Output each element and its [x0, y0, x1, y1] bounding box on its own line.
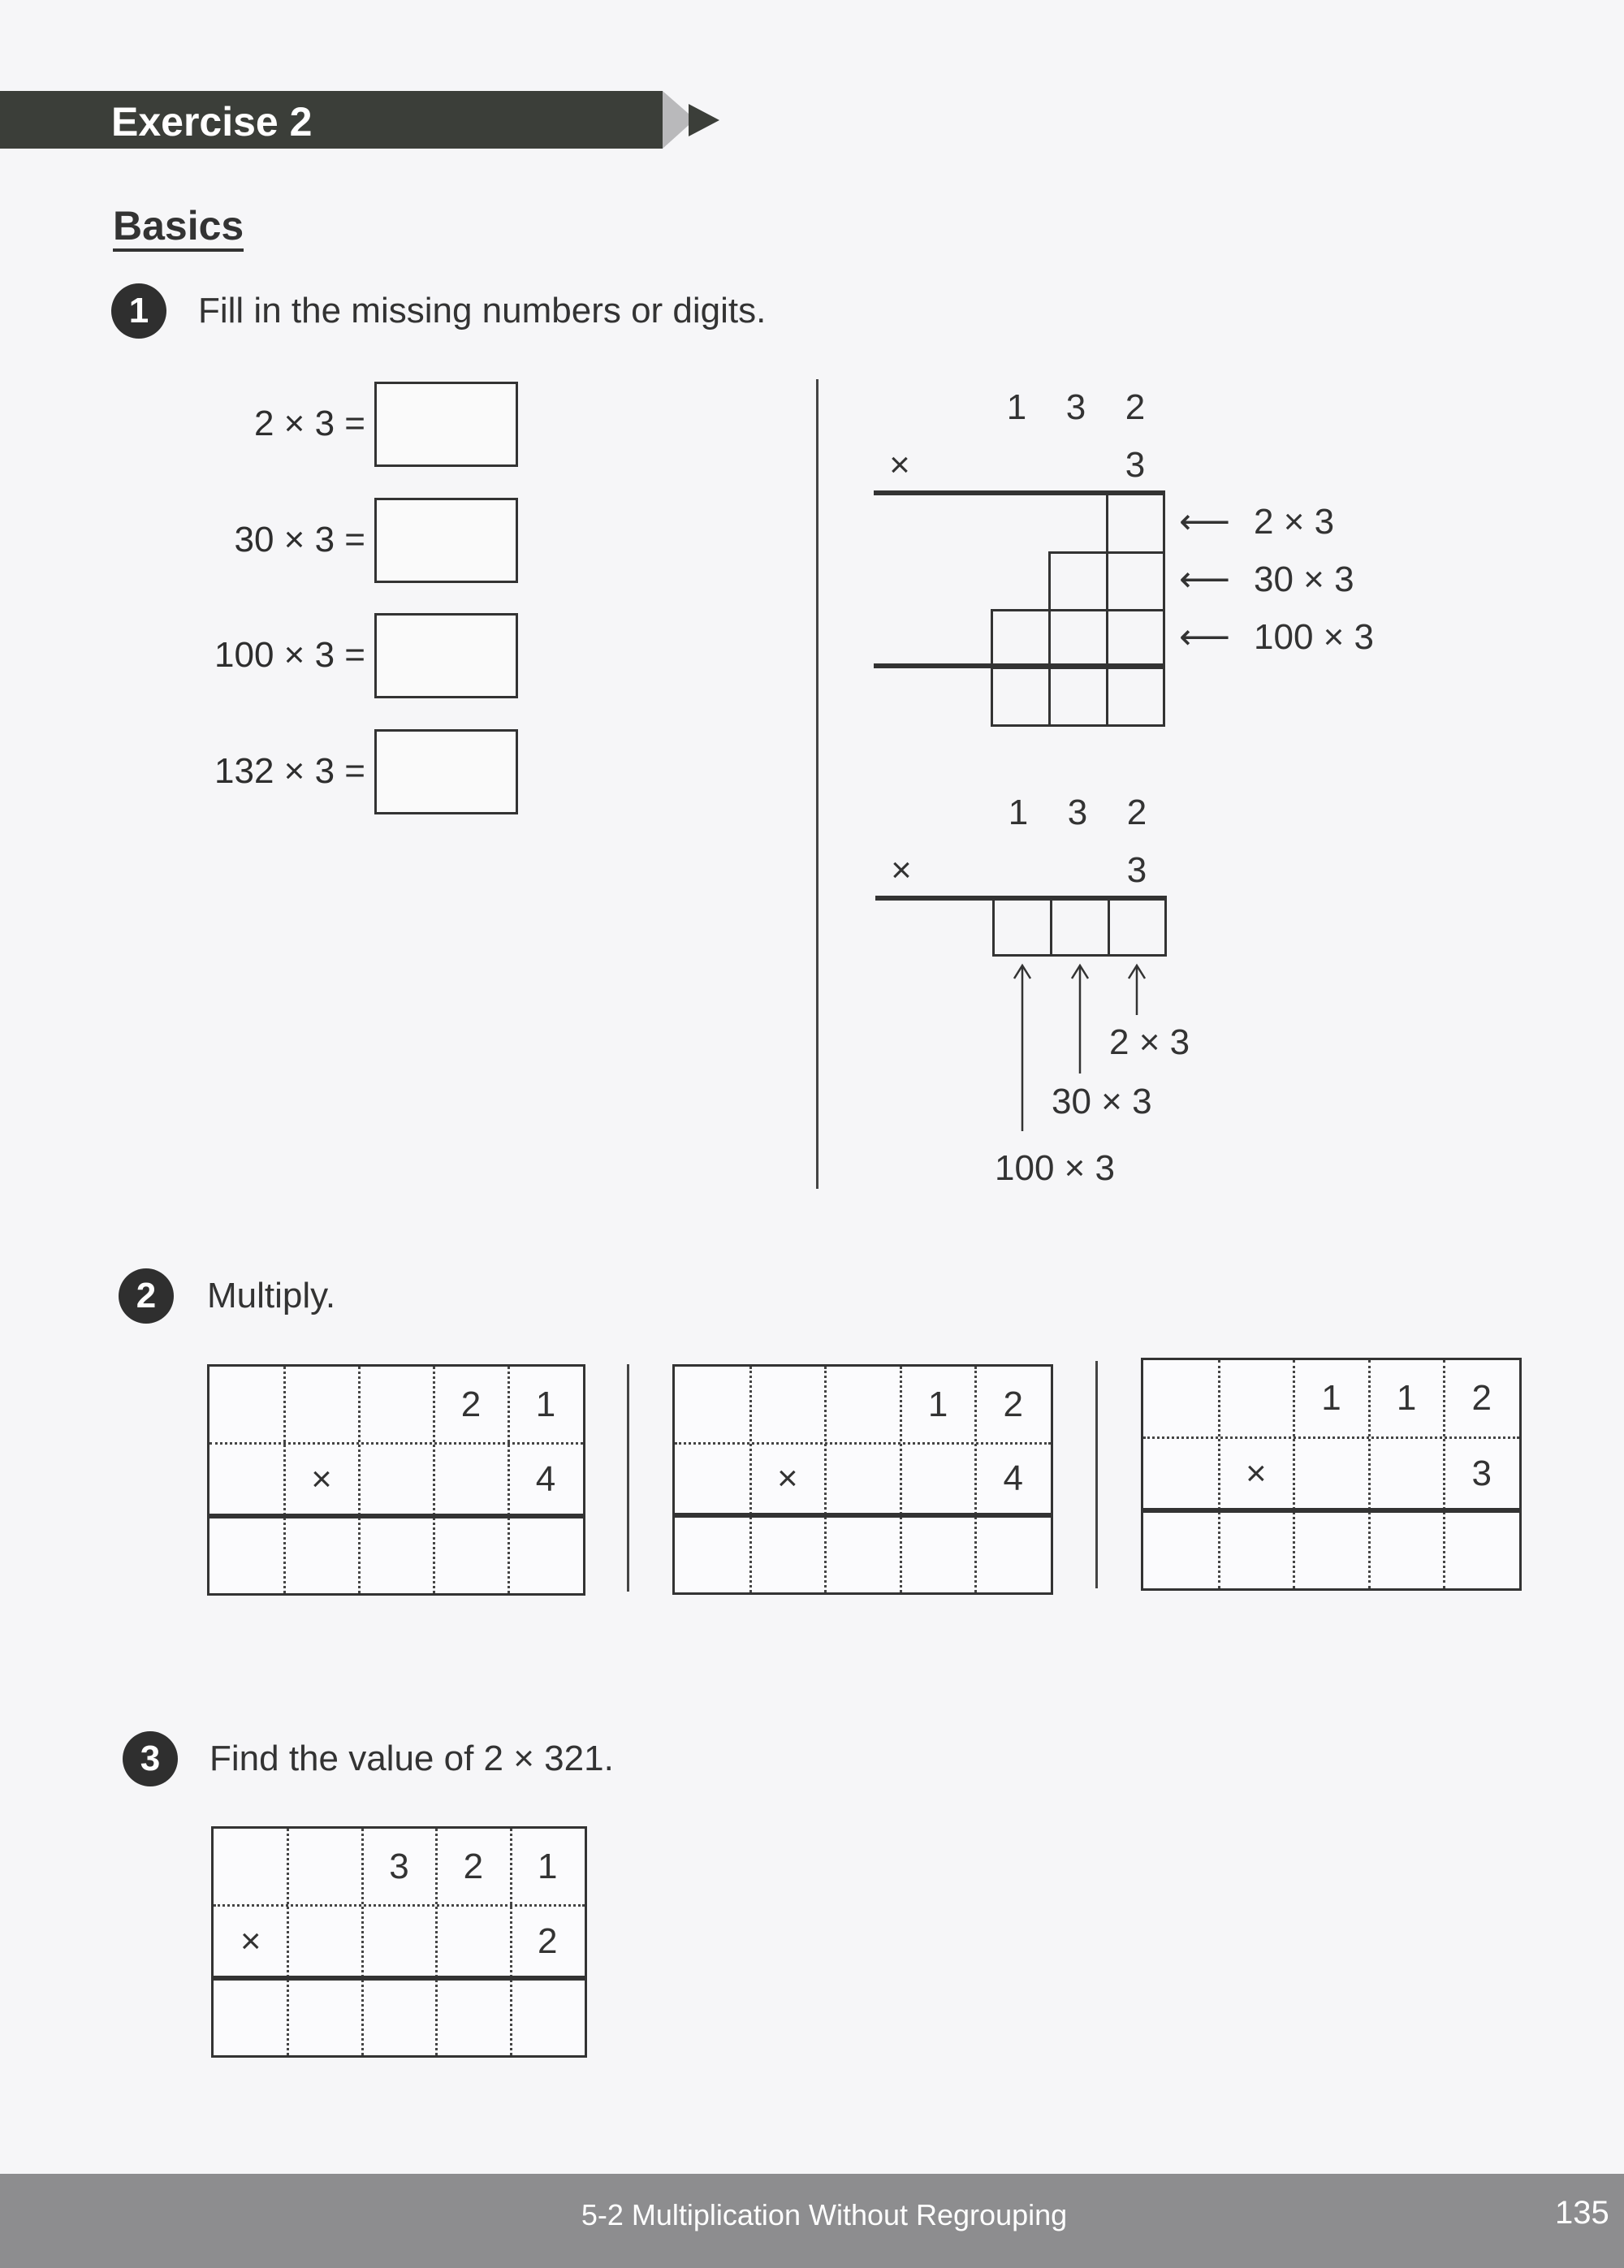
answer-cell[interactable] [284, 1518, 359, 1588]
partial-product-label: 2 × 3 [1254, 502, 1335, 542]
exercise-banner [0, 91, 663, 149]
grid-cell[interactable] [1369, 1436, 1445, 1510]
grid-cell[interactable] [1294, 1436, 1369, 1510]
answer-cell[interactable] [1048, 667, 1108, 727]
answer-cell[interactable] [1106, 493, 1165, 554]
partial-product-label: 100 × 3 [1254, 617, 1375, 657]
grid-cell[interactable] [436, 1904, 510, 1978]
partial-product-label: 30 × 3 [1254, 559, 1354, 599]
question-1-prompt: Fill in the missing numbers or digits. [198, 291, 767, 330]
partial-product-label: 30 × 3 [1052, 1082, 1152, 1121]
grid-cell[interactable] [284, 1367, 359, 1442]
section-heading: Basics [113, 203, 244, 252]
answer-cell[interactable] [750, 1518, 826, 1588]
grid-cell[interactable] [287, 1904, 361, 1978]
exercise-title: Exercise 2 [111, 99, 313, 145]
question-3-prompt: Find the value of 2 × 321. [209, 1739, 614, 1778]
answer-box[interactable] [374, 729, 518, 814]
answer-cell[interactable] [1050, 898, 1110, 957]
answer-box[interactable] [374, 498, 518, 583]
grid-cell[interactable] [825, 1367, 901, 1442]
grid-cell[interactable] [1143, 1436, 1219, 1510]
digit: 2 [1126, 793, 1147, 832]
digit: 1 [1008, 793, 1029, 832]
grid-digit: 1 [535, 1384, 556, 1424]
answer-cell[interactable] [508, 1518, 583, 1588]
pencil-point-icon [689, 104, 719, 136]
grid-cell[interactable] [675, 1442, 750, 1515]
grid-cell[interactable] [209, 1367, 284, 1442]
answer-cell[interactable] [1369, 1513, 1445, 1583]
grid-digit: 3 [389, 1846, 409, 1886]
grid-digit: 2 [1003, 1384, 1023, 1424]
rule-line [874, 663, 1165, 668]
answer-cell[interactable] [511, 1981, 585, 2050]
page-number: 135 [1555, 2195, 1609, 2231]
grid-digit: 1 [927, 1384, 948, 1424]
answer-cell[interactable] [901, 1518, 976, 1588]
answer-cell[interactable] [991, 609, 1051, 669]
grid-digit: 2 [463, 1846, 484, 1886]
grid-digit: 1 [538, 1846, 558, 1886]
answer-cell[interactable] [991, 667, 1051, 727]
answer-cell[interactable] [1143, 1513, 1219, 1583]
equation-label: 100 × 3 = [214, 635, 365, 675]
multiplication-grid [1141, 1358, 1522, 1591]
grid-cell[interactable] [359, 1367, 434, 1442]
grid-cell[interactable] [901, 1442, 976, 1515]
answer-box[interactable] [374, 613, 518, 698]
answer-cell[interactable] [362, 1981, 436, 2050]
digit: 3 [1067, 793, 1088, 832]
question-2-prompt: Multiply. [207, 1276, 336, 1315]
times-sign: × [240, 1920, 261, 1961]
multiplication-grid [211, 1826, 587, 2058]
answer-cell[interactable] [209, 1518, 284, 1588]
grid-cell[interactable] [825, 1442, 901, 1515]
grid-digit: 3 [1471, 1453, 1492, 1493]
grid-cell[interactable] [362, 1904, 436, 1978]
grid-cell[interactable] [209, 1442, 284, 1516]
question-number-1: 1 [111, 283, 166, 339]
grid-cell[interactable] [359, 1442, 434, 1516]
multiplier-digit: 3 [1126, 850, 1147, 890]
grid-cell[interactable] [287, 1829, 361, 1904]
grid-cell[interactable] [750, 1367, 826, 1442]
grid-digit: 1 [1321, 1378, 1341, 1419]
answer-cell[interactable] [1108, 898, 1167, 957]
grid-digit: 4 [1003, 1458, 1023, 1499]
times-sign: × [889, 445, 910, 485]
answer-cell[interactable] [1106, 609, 1165, 669]
times-sign: × [891, 850, 912, 890]
answer-cell[interactable] [1444, 1513, 1519, 1583]
answer-cell[interactable] [1106, 551, 1165, 611]
question-number-3: 3 [123, 1731, 178, 1786]
answer-cell[interactable] [675, 1518, 750, 1588]
divider-line [816, 379, 818, 1189]
answer-cell[interactable] [436, 1981, 510, 2050]
equation-label: 30 × 3 = [234, 520, 365, 559]
multiplier-digit: 3 [1125, 445, 1146, 485]
grid-cell[interactable] [434, 1442, 508, 1516]
answer-cell[interactable] [287, 1981, 361, 2050]
divider-line [627, 1364, 629, 1592]
chapter-title: 5-2 Multiplication Without Regrouping [581, 2198, 1068, 2231]
grid-digit: 2 [460, 1384, 482, 1424]
answer-cell[interactable] [1219, 1513, 1294, 1583]
grid-digit: 4 [535, 1458, 556, 1499]
grid-cell[interactable] [1219, 1360, 1294, 1436]
multiplication-grid [672, 1364, 1053, 1595]
answer-cell[interactable] [214, 1981, 287, 2050]
left-arrow-icon: ⟵ [1179, 502, 1231, 542]
answer-cell[interactable] [359, 1518, 434, 1588]
question-number-2: 2 [119, 1268, 174, 1324]
times-sign: × [1246, 1453, 1267, 1493]
answer-cell[interactable] [1106, 667, 1165, 727]
grid-cell[interactable] [214, 1829, 287, 1904]
answer-cell[interactable] [825, 1518, 901, 1588]
answer-box[interactable] [374, 382, 518, 467]
digit: 1 [1006, 387, 1027, 427]
times-sign: × [311, 1458, 332, 1499]
times-sign: × [777, 1458, 798, 1499]
answer-cell[interactable] [434, 1518, 508, 1588]
grid-digit: 1 [1396, 1378, 1417, 1419]
multiplication-grid [207, 1364, 585, 1596]
partial-product-label: 2 × 3 [1109, 1022, 1190, 1062]
partial-product-label: 100 × 3 [995, 1148, 1116, 1188]
left-arrow-icon: ⟵ [1179, 559, 1231, 599]
grid-cell[interactable] [675, 1367, 750, 1442]
grid-digit: 2 [1471, 1378, 1492, 1419]
divider-line [1095, 1361, 1098, 1588]
answer-cell[interactable] [1048, 551, 1108, 611]
answer-cell[interactable] [1294, 1513, 1369, 1583]
equation-label: 132 × 3 = [214, 751, 365, 791]
left-arrow-icon: ⟵ [1179, 617, 1231, 657]
answer-cell[interactable] [992, 898, 1052, 957]
digit: 3 [1065, 387, 1086, 427]
digit: 2 [1125, 387, 1146, 427]
grid-digit: 2 [538, 1920, 558, 1961]
equation-label: 2 × 3 = [253, 404, 365, 443]
grid-cell[interactable] [1143, 1360, 1219, 1436]
answer-cell[interactable] [975, 1518, 1051, 1588]
answer-cell[interactable] [1048, 609, 1108, 669]
